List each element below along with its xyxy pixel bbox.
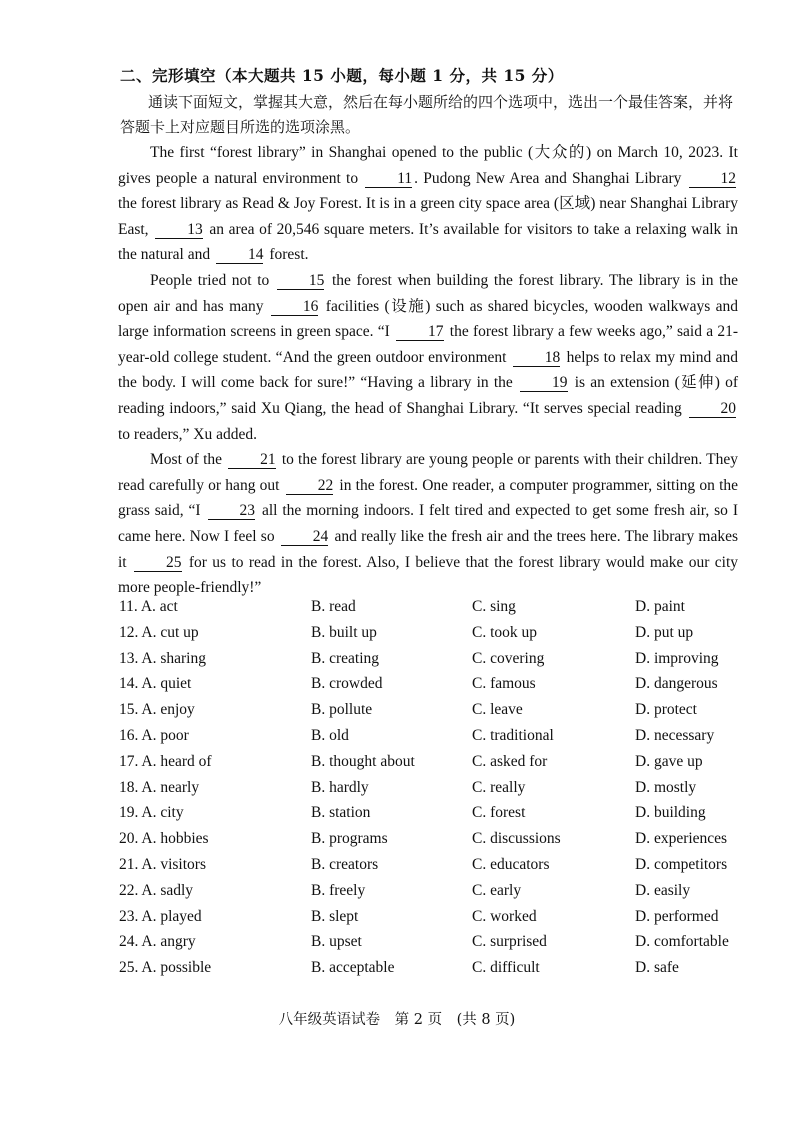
option-a: 19. A. city bbox=[119, 804, 184, 822]
option-b: B. acceptable bbox=[311, 959, 395, 977]
blank-24: 24 bbox=[281, 528, 329, 546]
option-d: D. gave up bbox=[635, 752, 703, 770]
question-23-options bbox=[119, 908, 759, 934]
question-21-options bbox=[119, 856, 759, 882]
option-d: D. safe bbox=[635, 959, 679, 977]
option-d: D. comfortable bbox=[635, 933, 729, 951]
option-c: C. sing bbox=[472, 598, 516, 615]
blank-17: 17 bbox=[396, 323, 444, 341]
option-c: C. traditional bbox=[472, 726, 554, 744]
option-b: B. thought about bbox=[311, 752, 415, 770]
blank-23: 23 bbox=[208, 502, 256, 520]
option-b: B. creating bbox=[311, 649, 380, 667]
question-25-options bbox=[119, 959, 759, 985]
option-b: B. crowded bbox=[311, 675, 383, 693]
question-12-options bbox=[119, 624, 759, 650]
option-d: D. put up bbox=[635, 623, 694, 641]
option-a: 23. A. played bbox=[119, 907, 202, 925]
blank-16: 16 bbox=[271, 298, 319, 316]
option-a: 16. A. poor bbox=[119, 726, 189, 744]
question-22-options bbox=[119, 882, 759, 908]
option-b: B. pollute bbox=[311, 701, 373, 719]
option-c: C. really bbox=[472, 778, 526, 796]
option-c: C. educators bbox=[472, 855, 550, 873]
option-c: C. difficult bbox=[472, 959, 540, 977]
option-a: 21. A. visitors bbox=[119, 855, 206, 873]
option-b: B. hardly bbox=[311, 778, 369, 796]
option-b: B. station bbox=[311, 804, 371, 822]
option-b: B. built up bbox=[311, 623, 377, 641]
question-18-options bbox=[119, 779, 759, 805]
option-c: C. worked bbox=[472, 907, 537, 925]
passage-paragraph-1: The first “forest library” in Shanghai opened to the public (大众的) on March 10, 2023. It gives people a natural environment to 11 . Pudong New Area and Shanghai Library 12 the forest library as Read & Joy Forest. It is in a green city space area (区域) near Shanghai Library East, 13 an area of 20,546 square meters. It’s available for visitors to take a relaxing walk in the natural and 14 forest. bbox=[118, 144, 738, 264]
option-d: D. necessary bbox=[635, 726, 715, 744]
option-b: B. upset bbox=[311, 933, 362, 951]
question-11-options bbox=[119, 598, 759, 624]
blank-25: 25 bbox=[134, 554, 182, 572]
option-a: 17. A. heard of bbox=[119, 752, 212, 770]
option-d: D. competitors bbox=[635, 855, 728, 873]
option-d: D. experiences bbox=[635, 830, 728, 848]
option-b: B. slept bbox=[311, 907, 359, 925]
blank-21: 21 bbox=[228, 451, 276, 469]
question-20-options bbox=[119, 830, 759, 856]
passage-paragraph-2: People tried not to 15 the forest when building the forest library. The library is in the open air and has many 16 facilities (设施) such as shared bicycles, wooden walkways and large information screens in green space. “I 17 the forest library a few weeks ago,” said a 21-year-old college student. “And the green outdoor environment 18 helps to relax my mind and the body. I will come back for sure!” “Having a library in the 19 is an extension (延伸) of reading indoors,” said Xu Qiang, the head of Shanghai Library. “It serves special reading 20 to readers,” Xu added. bbox=[118, 271, 739, 443]
blank-11: 11 bbox=[365, 170, 412, 188]
option-d: D. performed bbox=[635, 907, 719, 925]
option-d: D. easily bbox=[635, 881, 691, 899]
option-b: B. programs bbox=[311, 830, 388, 848]
option-c: C. discussions bbox=[472, 830, 561, 848]
blank-22: 22 bbox=[286, 477, 334, 495]
option-d: D. protect bbox=[635, 701, 697, 719]
page-footer: 八年级英语试卷 第 2 页 (共 8 页) bbox=[278, 1012, 516, 1028]
blank-15: 15 bbox=[277, 272, 325, 290]
option-d: D. dangerous bbox=[635, 675, 718, 693]
option-a: 14. A. quiet bbox=[119, 675, 192, 693]
option-a: 11. A. act bbox=[119, 598, 178, 615]
blank-12: 12 bbox=[689, 170, 737, 188]
option-c: C. forest bbox=[472, 804, 526, 822]
option-a: 22. A. sadly bbox=[119, 881, 194, 899]
question-13-options bbox=[119, 650, 759, 676]
option-a: 20. A. hobbies bbox=[119, 830, 209, 848]
option-b: B. creators bbox=[311, 855, 379, 873]
option-c: C. covering bbox=[472, 649, 545, 667]
option-b: B. read bbox=[311, 598, 356, 615]
option-d: D. mostly bbox=[635, 778, 697, 796]
option-c: C. asked for bbox=[472, 752, 548, 770]
option-b: B. freely bbox=[311, 881, 366, 899]
option-a: 13. A. sharing bbox=[119, 649, 206, 667]
option-a: 12. A. cut up bbox=[119, 623, 199, 641]
option-a: 18. A. nearly bbox=[119, 778, 200, 796]
question-14-options bbox=[119, 675, 759, 701]
blank-18: 18 bbox=[513, 349, 561, 367]
question-17-options bbox=[119, 753, 759, 779]
passage-paragraph-3: Most of the 21 to the forest library are young people or parents with their children. They read carefully or hang out 22 in the forest. One reader, a computer programmer, sitting on the grass said, “I 23 all the morning indoors. I felt tired and expected to get some fresh air, so I came here. Now I feel so 24 and really like the fresh air and the trees here. The library makes it 25 for us to read in the forest. Also, I believe that the forest library would make our city more people-friendly!” bbox=[118, 451, 739, 597]
option-c: C. took up bbox=[472, 623, 538, 641]
option-b: B. old bbox=[311, 726, 349, 744]
question-16-options bbox=[119, 727, 759, 753]
option-d: D. paint bbox=[635, 598, 685, 615]
option-c: C. surprised bbox=[472, 933, 547, 951]
option-c: C. early bbox=[472, 881, 522, 899]
question-24-options bbox=[119, 933, 759, 959]
option-d: D. building bbox=[635, 804, 706, 822]
blank-14: 14 bbox=[216, 246, 264, 264]
section-title: 二、完形填空（本大题共 15 小题，每小题 1 分，共 15 分） bbox=[120, 66, 564, 85]
blank-13: 13 bbox=[155, 221, 203, 239]
cloze-passage bbox=[118, 140, 738, 601]
option-a: 25. A. possible bbox=[119, 959, 212, 977]
option-a: 24. A. angry bbox=[119, 933, 196, 951]
blank-19: 19 bbox=[520, 374, 568, 392]
question-19-options bbox=[119, 804, 759, 830]
blank-20: 20 bbox=[689, 400, 737, 418]
option-c: C. famous bbox=[472, 675, 536, 693]
option-c: C. leave bbox=[472, 701, 523, 719]
question-15-options bbox=[119, 701, 759, 727]
option-d: D. improving bbox=[635, 649, 719, 667]
option-a: 15. A. enjoy bbox=[119, 701, 195, 719]
answer-options bbox=[119, 598, 759, 985]
section-instructions: 通读下面短文，掌握其大意，然后在每小题所给的四个选项中，选出一个最佳答案，并将答题卡上对应题目所选的选项涂黑。 bbox=[120, 93, 734, 136]
